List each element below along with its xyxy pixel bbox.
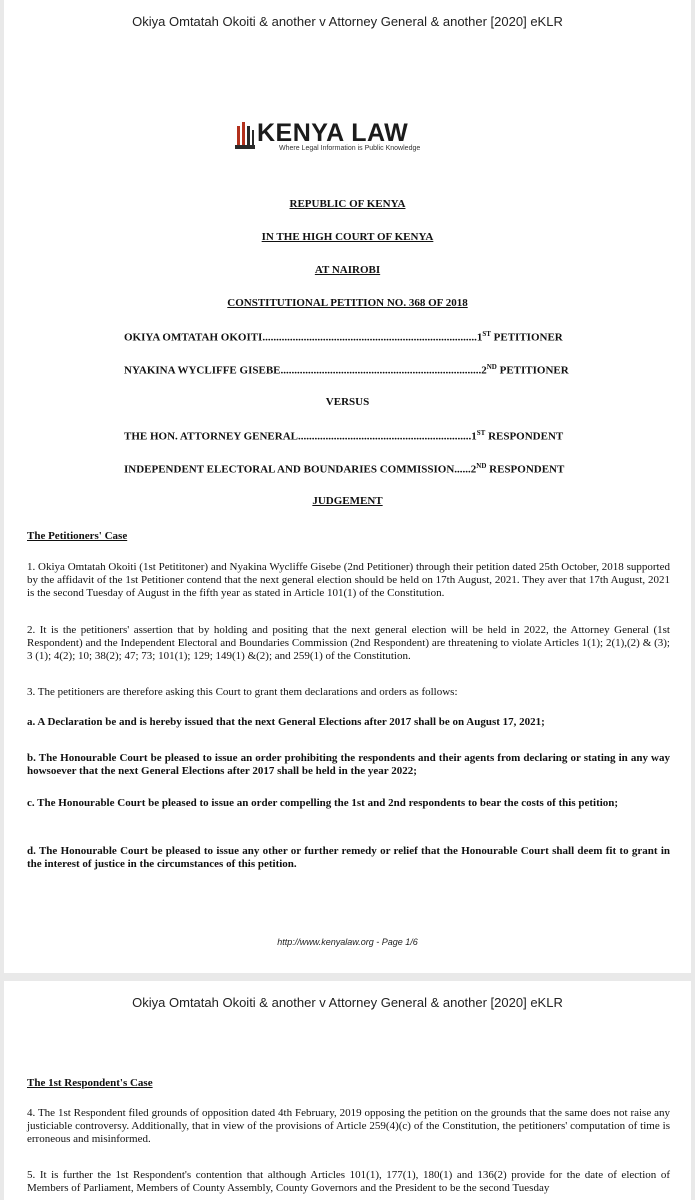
party-role: RESPONDENT <box>485 430 564 443</box>
logo-tagline: Where Legal Information is Public Knowledge <box>279 145 421 152</box>
party-dots: .............................................................................. <box>262 331 477 344</box>
party-ordinal: 1 <box>476 331 483 344</box>
page-footer: http://www.kenyalaw.org - Page 1/6 <box>277 937 418 947</box>
heading-court: IN THE HIGH COURT OF KENYA <box>261 231 434 243</box>
paragraph-2: 2. It is the petitioners' assertion that by holding and positing that the next general election will be held in 2022, the Attorney General (1st Respondent) and the Independent Electoral and Boundaries Commission (2nd Respondent) are threatening to violate Articles 1(1); 2(1),(2) & (3); 3 (1); 4(2); 10; 38(2); 47; 73; 101(1); 129; 149(1) &(2); and 259(1) of the Constitution. <box>27 624 670 662</box>
order-a: a. A Declaration be and is hereby issued that the next General Elections after 2017 shall be on August 17, 2021; <box>27 716 545 728</box>
party-first-petitioner <box>124 330 574 344</box>
heading-location: AT NAIROBI <box>314 264 381 276</box>
party-role: PETITIONER <box>490 331 563 344</box>
party-second-petitioner <box>124 363 574 377</box>
document-page-1 <box>4 0 691 973</box>
petitioners-case-title: The Petitioners' Case <box>27 530 128 542</box>
versus-label: VERSUS <box>325 396 370 408</box>
party-ordinal: 2 <box>481 364 487 377</box>
paragraph-1: 1. Okiya Omtatah Okoiti (1st Petititoner) and Nyakina Wycliffe Gisebe (2nd Petitioner) through their petition dated 25th October, 2018 supported by the affidavit of the 1st Petitioner contend that the next general election should be held on 17th August, 2021. They aver that 17th August, 2021 is the second Tuesday of August in the fifth year as stated in Article 101(1) of the Constitution. <box>27 561 670 599</box>
party-ordinal-suffix: ST <box>482 330 491 338</box>
party-name: INDEPENDENT ELECTORAL AND BOUNDARIES COMMISSION <box>124 463 455 476</box>
party-name: OKIYA OMTATAH OKOITI <box>124 331 263 344</box>
respondent-case-title: The 1st Respondent's Case <box>27 1077 153 1089</box>
kenya-law-logo <box>233 118 433 158</box>
order-c: c. The Honourable Court be pleased to issue an order compelling the 1st and 2nd respondents to bear the costs of this petition; <box>27 797 619 809</box>
party-ordinal-suffix: ND <box>486 363 497 371</box>
order-d: d. The Honourable Court be pleased to issue any other or further remedy or relief that the Honourable Court shall deem fit to grant in the interest of justice in the circumstances of this petition. <box>27 845 670 870</box>
paragraph-4: 4. The 1st Respondent filed grounds of opposition dated 4th February, 2019 opposing the petition on the grounds that the same does not raise any justiciable controversy. Additionally, that in view of the provisions of Article 259(4)(c) of the Constitution, the petitioners' computation of time is erroneous and misinformed. <box>27 1107 670 1145</box>
party-second-respondent <box>124 462 574 476</box>
party-dots: ...... <box>454 463 471 476</box>
paragraph-5: 5. It is further the 1st Respondent's contention that although Articles 101(1), 177(1), 180(1) and 136(2) provide for the date of election of Members of Parliament, Members of County Assembly, County Governors and the President to be the second Tuesday <box>27 1169 670 1194</box>
order-b: b. The Honourable Court be pleased to issue an order prohibiting the respondents and their agents from declaring or stating in any way howsoever that the next General Elections after 2017 shall be held in the year 2022; <box>27 752 670 777</box>
party-ordinal: 2 <box>470 463 477 476</box>
party-ordinal-suffix: ND <box>476 462 487 470</box>
heading-republic: REPUBLIC OF KENYA <box>289 198 406 210</box>
party-role: PETITIONER <box>496 364 569 377</box>
judgement-heading: JUDGEMENT <box>312 495 383 507</box>
party-ordinal-suffix: ST <box>476 429 486 437</box>
party-first-respondent <box>124 429 574 443</box>
logo-brand: KENYA LAW <box>257 119 409 147</box>
running-head: Okiya Omtatah Okoiti & another v Attorney General & another [2020] eKLR <box>132 14 563 29</box>
document-page-2 <box>4 981 691 1200</box>
party-name: NYAKINA WYCLIFFE GISEBE <box>124 364 281 377</box>
party-role: RESPONDENT <box>486 463 565 476</box>
paragraph-3: 3. The petitioners are therefore asking this Court to grant them declarations and orders as follows: <box>27 686 458 698</box>
running-head: Okiya Omtatah Okoiti & another v Attorney General & another [2020] eKLR <box>132 995 563 1010</box>
party-name: THE HON. ATTORNEY GENERAL <box>124 430 298 443</box>
party-ordinal: 1 <box>471 430 477 443</box>
party-dots: ............................................................... <box>298 430 472 443</box>
pillars-icon <box>233 118 257 150</box>
heading-petition-number: CONSTITUTIONAL PETITION NO. 368 OF 2018 <box>227 297 468 309</box>
party-dots: ......................................................................... <box>280 364 482 377</box>
